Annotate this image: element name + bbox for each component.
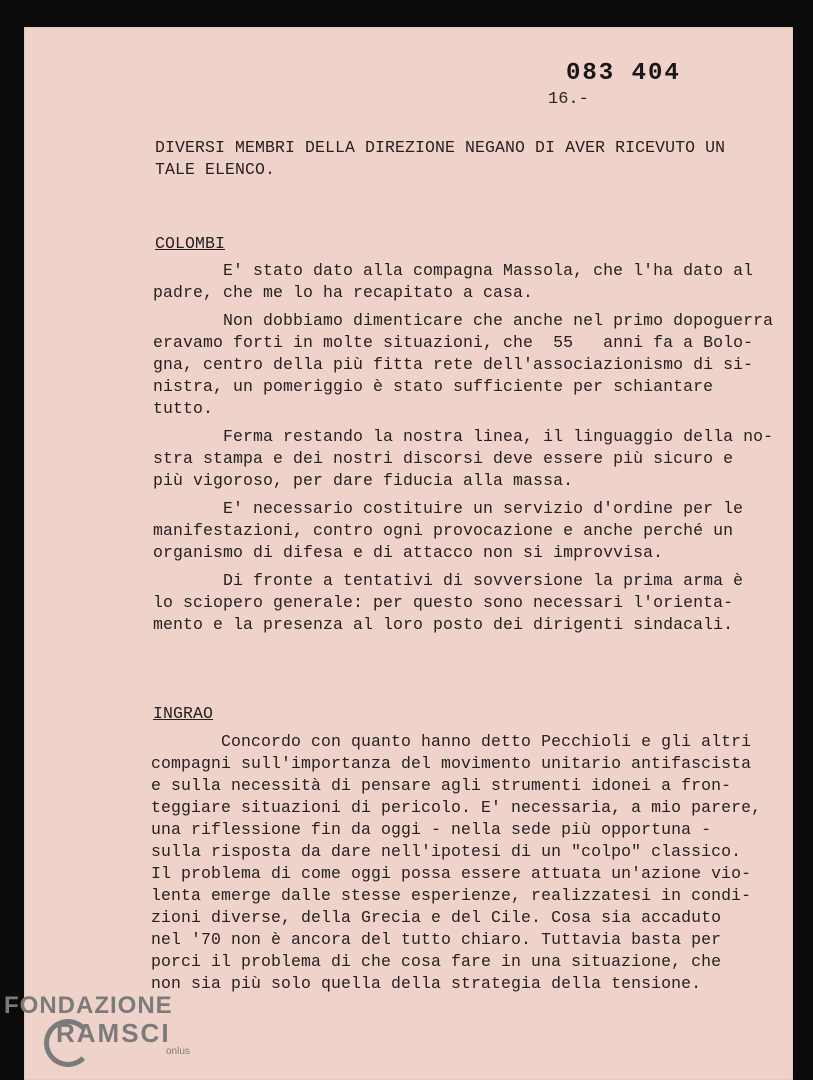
text-line: Di fronte a tentativi di sovversione la prima arma è bbox=[153, 571, 744, 590]
text-line: Concordo con quanto hanno detto Pecchioli e gli altri bbox=[151, 732, 752, 751]
text-line: compagni sull'importanza del movimento unitario antifascista bbox=[151, 754, 752, 773]
g-logo-icon bbox=[44, 1019, 92, 1067]
text-line: più vigoroso, per dare fiducia alla massa. bbox=[153, 471, 574, 490]
logo-line-3: onlus bbox=[166, 1046, 190, 1057]
text-line: Ferma restando la nostra linea, il linguaggio della no- bbox=[153, 427, 774, 446]
text-line: E' necessario costituire un servizio d'ordine per le bbox=[153, 499, 744, 518]
text-line: zioni diverse, della Grecia e del Cile. Cosa sia accaduto bbox=[151, 908, 722, 927]
text-line: mento e la presenza al loro posto dei dirigenti sindacali. bbox=[153, 615, 734, 634]
speaker-heading-ingrao: INGRAO bbox=[153, 704, 214, 723]
text-line: e sulla necessità di pensare agli strumenti idonei a fron- bbox=[151, 776, 732, 795]
archive-number: 083 404 bbox=[566, 60, 681, 87]
intro-line-2: TALE ELENCO. bbox=[155, 160, 276, 179]
text-line: nel '70 non è ancora del tutto chiaro. Tuttavia basta per bbox=[151, 930, 722, 949]
text-line: nistra, un pomeriggio è stato sufficiente per schiantare bbox=[153, 377, 714, 396]
page-number: 16.- bbox=[548, 90, 589, 109]
text-line: manifestazioni, contro ogni provocazione e anche perché un bbox=[153, 521, 734, 540]
text-line: porci il problema di che cosa fare in una situazione, che bbox=[151, 952, 722, 971]
text-line: lenta emerge dalle stesse esperienze, realizzatesi in condi- bbox=[151, 886, 752, 905]
fondazione-gramsci-logo bbox=[4, 993, 190, 1057]
text-line: Il problema di come oggi possa essere attuata un'azione vio- bbox=[151, 864, 752, 883]
intro-line-1: DIVERSI MEMBRI DELLA DIREZIONE NEGANO DI AVER RICEVUTO UN bbox=[155, 138, 726, 157]
text-line: sulla risposta da dare nell'ipotesi di un "colpo" classico. bbox=[151, 842, 742, 861]
text-line: E' stato dato alla compagna Massola, che l'ha dato al bbox=[153, 261, 754, 280]
text-line: una riflessione fin da oggi - nella sede più opportuna - bbox=[151, 820, 712, 839]
text-line: stra stampa e dei nostri discorsi deve essere più sicuro e bbox=[153, 449, 734, 468]
text-line: gna, centro della più fitta rete dell'associazionismo di si- bbox=[153, 355, 754, 374]
text-line: lo sciopero generale: per questo sono necessari l'orienta- bbox=[153, 593, 734, 612]
text-line: eravamo forti in molte situazioni, che 55 anni fa a Bolo- bbox=[153, 333, 754, 352]
text-line: padre, che me lo ha recapitato a casa. bbox=[153, 283, 534, 302]
text-line: Non dobbiamo dimenticare che anche nel primo dopoguerra bbox=[153, 311, 774, 330]
speaker-heading-colombi: COLOMBI bbox=[155, 234, 226, 253]
logo-line-1: FONDAZIONE bbox=[4, 992, 173, 1019]
text-line: tutto. bbox=[153, 399, 214, 418]
text-line: teggiare situazioni di pericolo. E' necessaria, a mio parere, bbox=[151, 798, 762, 817]
text-line: organismo di difesa e di attacco non si improvvisa. bbox=[153, 543, 664, 562]
logo-line-2: RAMSCI bbox=[56, 1018, 171, 1048]
text-line: non sia più solo quella della strategia della tensione. bbox=[151, 974, 702, 993]
